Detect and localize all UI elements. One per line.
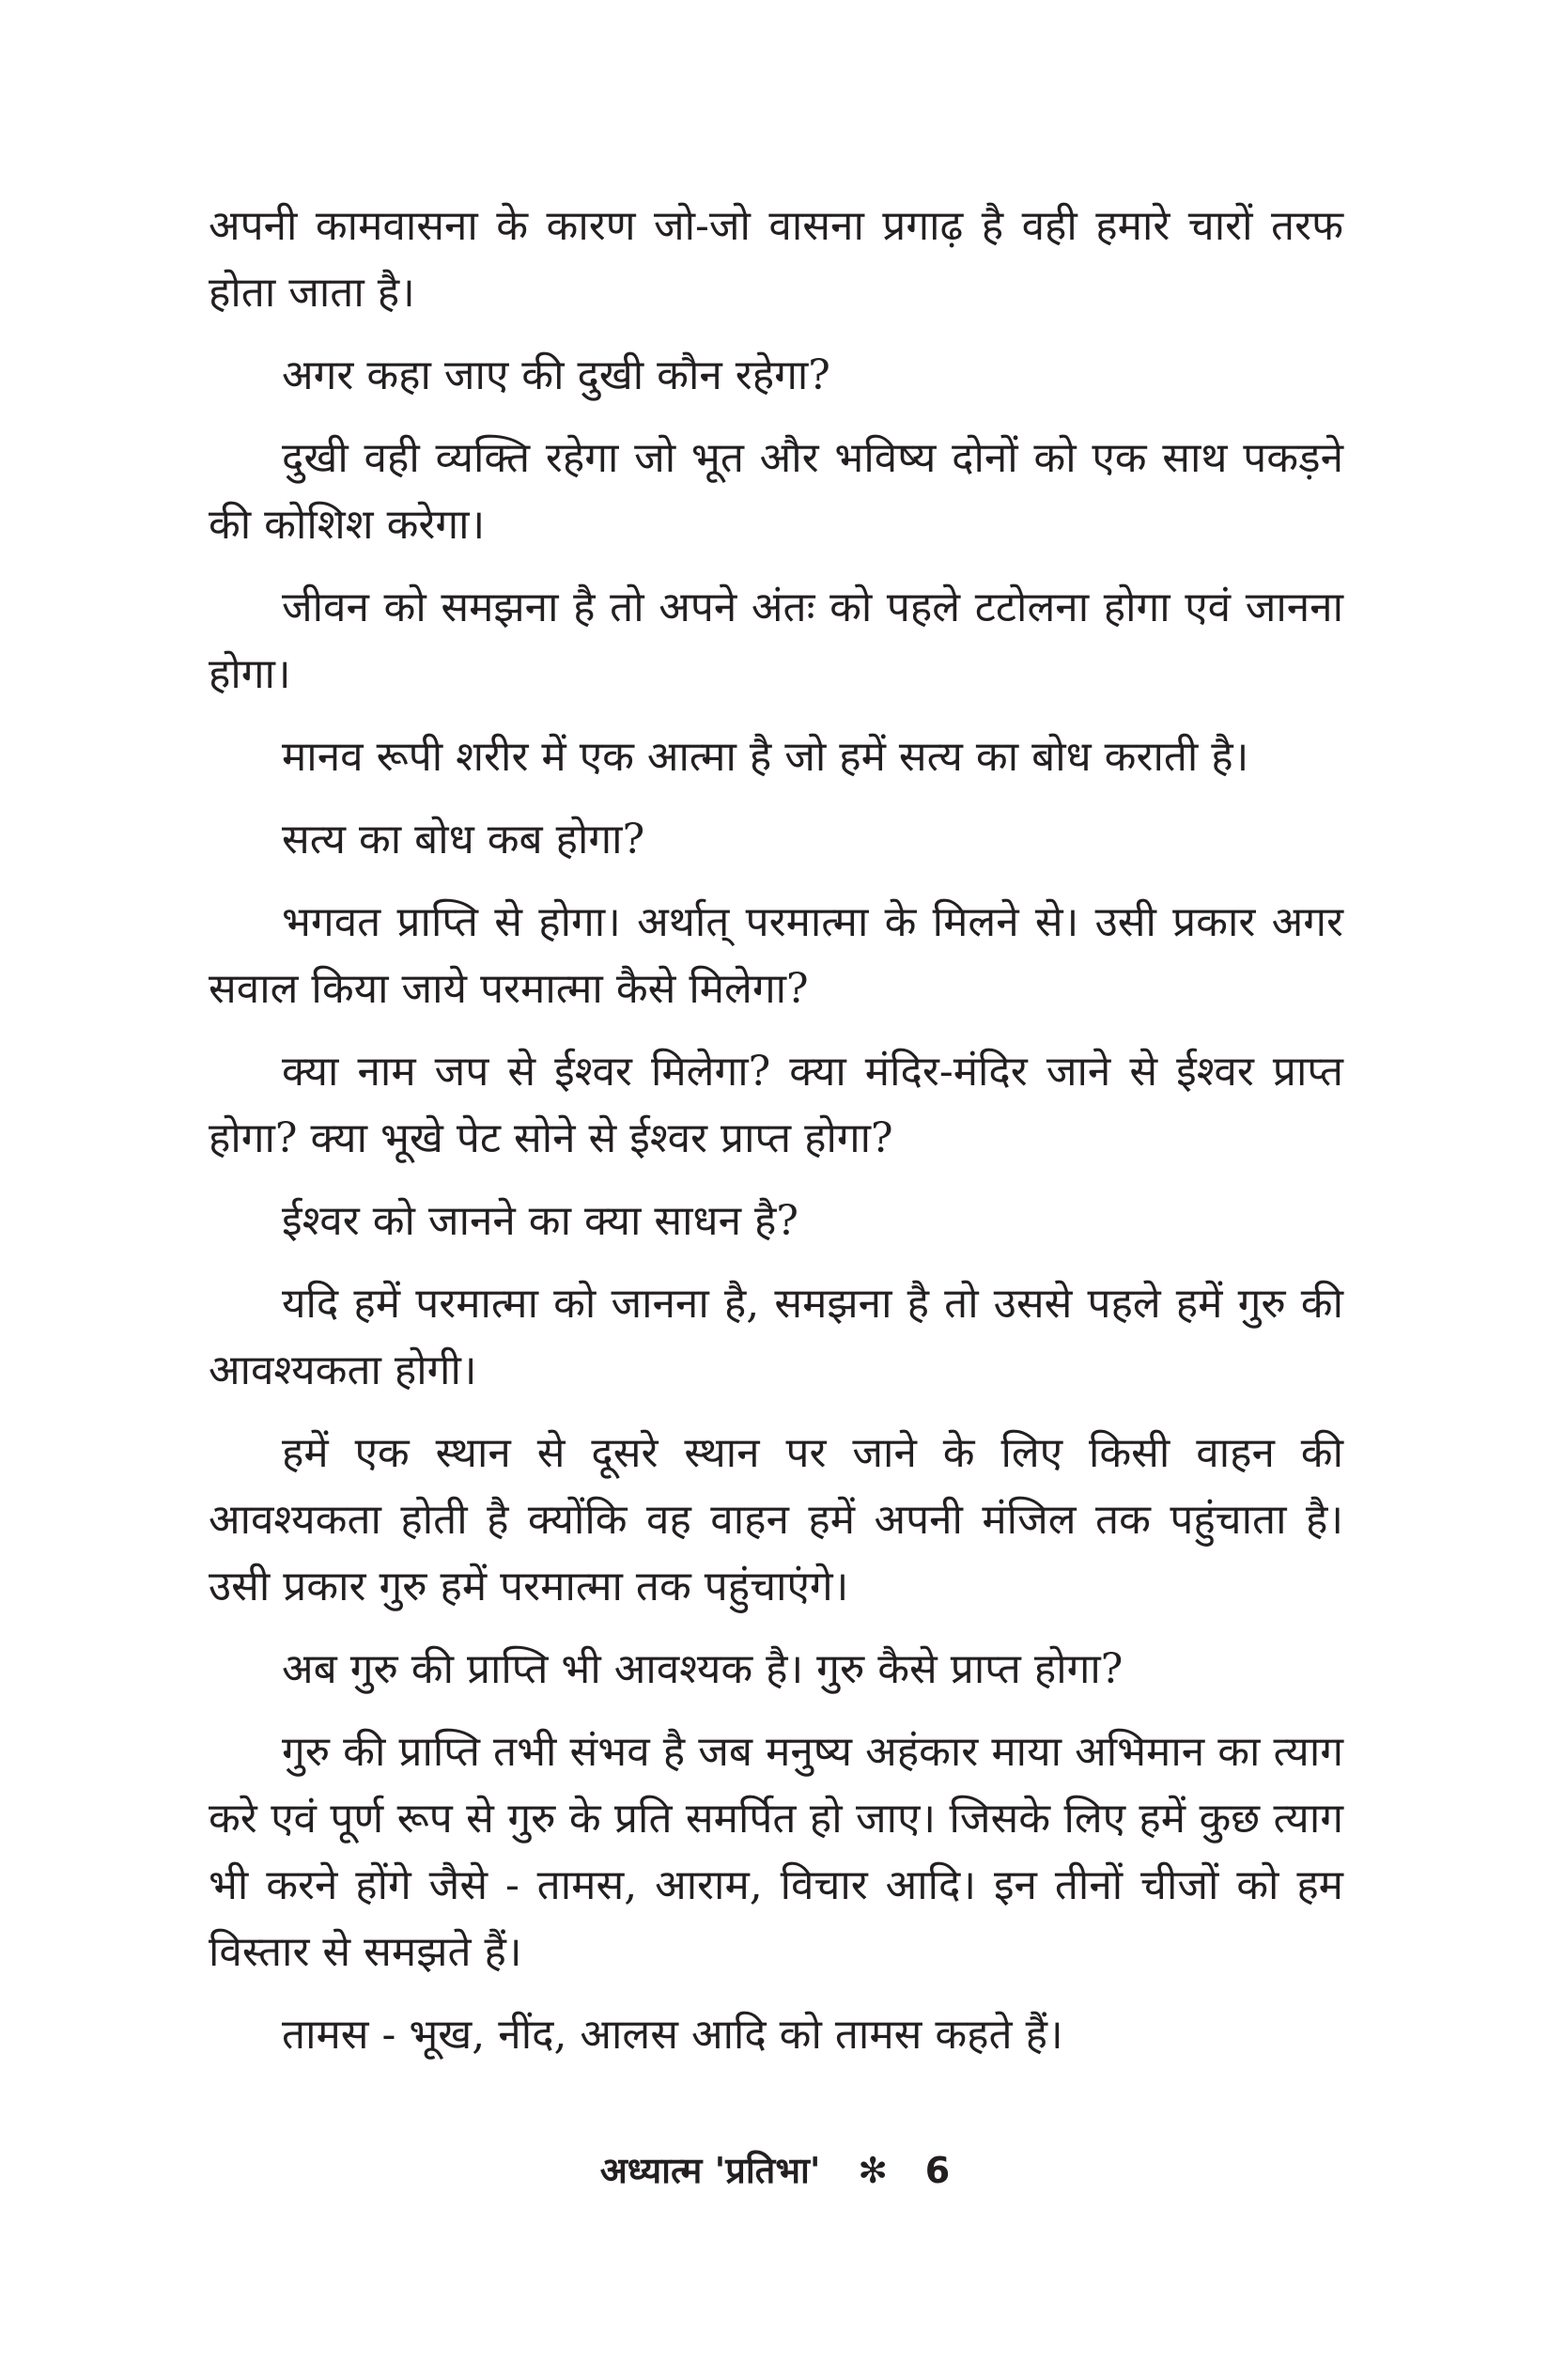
paragraph-6: सत्य का बोध कब होगा? — [282, 816, 645, 863]
asterisk-icon: ✻ — [858, 2150, 889, 2191]
paragraph-9: ईश्वर को जानने का क्या साधन है? — [282, 1197, 798, 1245]
paragraph-12: अब गुरु की प्राप्ति भी आवश्यक है। गुरु कैसे प्राप्त होगा? — [282, 1645, 1124, 1693]
paragraph-5: मानव रूपी शरीर में एक आत्मा है जो हमें सत्य का बोध कराती है। — [282, 733, 1249, 781]
paragraph-8: क्या नाम जप से ईश्वर मिलेगा? क्या मंदिर-मंदिर जाने से ईश्वर प्राप्त होगा? क्या भूखे पेट सोने से ईश्वर प्राप्त होगा? — [209, 1048, 1343, 1162]
paragraph-3: दुखी वही व्यक्ति रहेगा जो भूत और भविष्य दोनों को एक साथ पकड़ने की कोशिश करेगा। — [209, 434, 1343, 549]
paragraph-13: गुरु की प्राप्ति तभी संभव है जब मनुष्य अहंकार माया अभिमान का त्याग करे एवं पूर्ण रूप से गुरु के प्रति समर्पित हो जाए। जिसके लिए हमें कुछ त्याग भी करने होंगे जैसे - तामस, आराम, विचार आदि। इन तीनों चीजों को हम विस्तार से समझते हैं। — [209, 1728, 1343, 1976]
paragraph-7: भगवत प्राप्ति से होगा। अर्थात् परमात्मा के मिलने से। उसी प्रकार अगर सवाल किया जाये परमात्मा कैसे मिलेगा? — [209, 898, 1343, 1013]
body-text — [209, 193, 1343, 2084]
paragraph-4: जीवन को समझना है तो अपने अंतः को पहले टटोलना होगा एवं जानना होगा। — [209, 583, 1343, 698]
footer-book-title: अध्यात्म 'प्रतिभा' — [599, 2150, 821, 2191]
paragraph-2: अगर कहा जाए की दुखी कौन रहेगा? — [282, 351, 830, 399]
paragraph-10: यदि हमें परमात्मा को जानना है, समझना है तो उससे पहले हमें गुरु की आवश्यकता होगी। — [209, 1280, 1343, 1394]
page-footer — [0, 2147, 1550, 2194]
page-number: 6 — [924, 2150, 951, 2191]
paragraph-1: अपनी कामवासना के कारण जो-जो वासना प्रगाढ़ है वही हमारे चारों तरफ होता जाता है। — [209, 202, 1343, 317]
paragraph-14: तामस - भूख, नींद, आलस आदि को तामस कहते हैं। — [282, 2011, 1063, 2059]
paragraph-11: हमें एक स्थान से दूसरे स्थान पर जाने के लिए किसी वाहन की आवश्यकता होती है क्योंकि वह वाहन हमें अपनी मंजिल तक पहुंचाता है। उसी प्रकार गुरु हमें परमात्मा तक पहुंचाएंगे। — [209, 1429, 1343, 1610]
